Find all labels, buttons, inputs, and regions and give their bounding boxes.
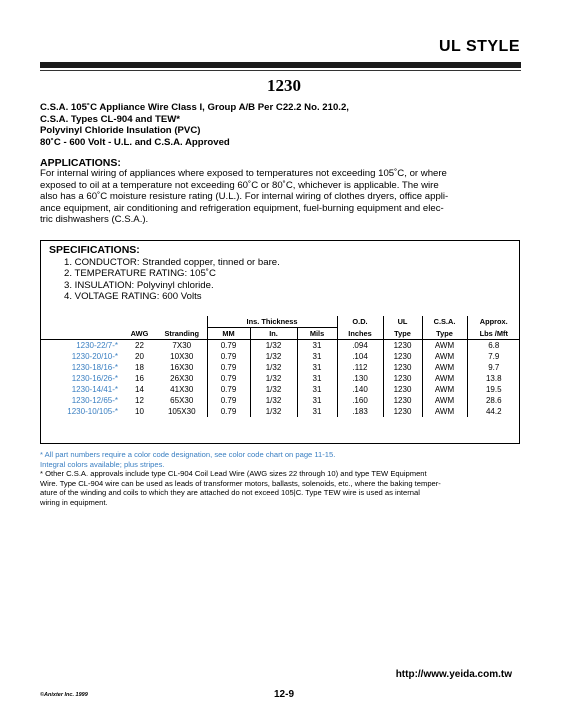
mm-cell: 0.79: [207, 362, 250, 373]
table-row: [40, 362, 520, 373]
in-cell: 1/32: [250, 384, 297, 395]
part-number-cell[interactable]: 1230-16/26-*: [71, 374, 118, 383]
applications-line: exposed to oil at a temperature not exceeding 60˚C or 80˚C, whichever is applicable. The wire: [40, 179, 439, 191]
color-code-note-text: * All part numbers require a color code designation, see color code chart on page: [40, 450, 315, 459]
mils-cell: 31: [297, 373, 337, 384]
table-body: [40, 340, 520, 418]
header-csa: C.S.A.: [422, 316, 467, 328]
mm-cell: 0.79: [207, 351, 250, 362]
table-row: [40, 395, 520, 406]
od-cell: .183: [337, 406, 383, 417]
table-row: [40, 351, 520, 362]
table-row: [40, 406, 520, 417]
stranding-cell: 65X30: [170, 396, 194, 405]
stranding-cell: 7X30: [172, 341, 192, 350]
in-cell: 1/32: [250, 406, 297, 417]
weight-cell: 13.8: [467, 373, 520, 384]
specifications-heading: SPECIFICATIONS:: [49, 244, 140, 256]
part-number-cell[interactable]: 1230-10/105-*: [67, 407, 118, 416]
spec-item: 3. INSULATION: Polyvinyl chloride.: [64, 279, 214, 291]
header-cell: [157, 316, 207, 328]
csa-type-cell: AWM: [422, 384, 467, 395]
weight-cell: 6.8: [467, 340, 520, 352]
header-csa-type: Type: [422, 328, 467, 340]
applications-line: For internal wiring of appliances where exposed to temperatures not exceeding 105˚C, or where: [40, 168, 447, 179]
table-row: [40, 373, 520, 384]
header-lbs-mft: Lbs /Mft: [467, 328, 520, 340]
applications-heading: APPLICATIONS:: [40, 157, 121, 169]
applications-line: also has a 60˚C moisture resisture rating (U.L.). For internal wiring of clothes dryers, office appli-: [40, 191, 449, 203]
table-row: [40, 384, 520, 395]
awg-cell: 10: [135, 407, 144, 416]
header-mm: MM: [207, 328, 250, 340]
csa-type-cell: AWM: [422, 340, 467, 352]
table-header-row: [40, 316, 520, 328]
style-number: 1230: [267, 76, 301, 95]
weight-cell: 7.9: [467, 351, 520, 362]
page-number: 12-9: [273, 689, 294, 700]
od-cell: .130: [337, 373, 383, 384]
header-stranding: Stranding: [157, 328, 207, 340]
od-cell: .160: [337, 395, 383, 406]
ul-type-cell: 1230: [383, 384, 422, 395]
csa-type-cell: AWM: [422, 373, 467, 384]
color-code-note-end: .: [333, 450, 336, 459]
in-cell: 1/32: [250, 362, 297, 373]
in-cell: 1/32: [250, 395, 297, 406]
mm-cell: 0.79: [207, 340, 250, 352]
mm-cell: 0.79: [207, 373, 250, 384]
od-cell: .094: [337, 340, 383, 352]
other-approvals-line: Wire. Type CL-904 wire can be used as leads of transformer motors, ballasts, solenoids, etc., where the baking temper-: [40, 478, 441, 488]
in-cell: 1/32: [250, 340, 297, 352]
awg-cell: 16: [135, 374, 144, 383]
applications-line: tric dishwashers (C.S.A.).: [40, 214, 149, 226]
specifications-list: [64, 257, 280, 303]
header-cell: [40, 328, 122, 340]
ul-type-cell: 1230: [383, 395, 422, 406]
description-line: 80˚C - 600 Volt - U.L. and C.S.A. Approved: [40, 136, 230, 148]
ul-type-cell: 1230: [383, 406, 422, 417]
csa-type-cell: AWM: [422, 395, 467, 406]
header-in: In.: [250, 328, 297, 340]
other-approvals-line: * Other C.S.A. approvals include type CL-904 Coil Lead Wire (AWG sizes 22 through 10) and type TEW Equipment: [40, 469, 427, 479]
csa-type-cell: AWM: [422, 362, 467, 373]
footer-copyright: ©Anixter Inc. 1999: [40, 692, 88, 698]
ul-type-cell: 1230: [383, 373, 422, 384]
part-number-cell[interactable]: 1230-20/10-*: [71, 352, 118, 361]
part-number-cell[interactable]: 1230-18/16-*: [71, 363, 118, 372]
footer-url[interactable]: http://www.yeida.com.tw: [395, 669, 512, 680]
mils-cell: 31: [297, 384, 337, 395]
ul-type-cell: 1230: [383, 351, 422, 362]
header-rule-thin: [40, 70, 521, 71]
awg-cell: 18: [135, 363, 144, 372]
csa-type-cell: AWM: [422, 351, 467, 362]
header-title: UL STYLE: [438, 38, 520, 55]
spec-item: 2. TEMPERATURE RATING: 105˚C: [64, 268, 216, 280]
description-line: C.S.A. Types CL-904 and TEW*: [40, 113, 181, 125]
mm-cell: 0.79: [207, 406, 250, 417]
mm-cell: 0.79: [207, 395, 250, 406]
od-cell: .104: [337, 351, 383, 362]
weight-cell: 19.5: [467, 384, 520, 395]
weight-cell: 28.6: [467, 395, 520, 406]
applications-text: [40, 168, 522, 226]
mils-cell: 31: [297, 395, 337, 406]
notes: [40, 450, 522, 508]
integral-colors-note: Integral colors available; plus stripes.: [40, 459, 165, 469]
other-approvals-line: ature of the winding and coils to which they are attached do not exceed 105|C. Type TEW wire is used as internal: [40, 488, 420, 498]
ul-type-cell: 1230: [383, 362, 422, 373]
awg-cell: 12: [135, 396, 144, 405]
csa-type-cell: AWM: [422, 406, 467, 417]
stranding-cell: 26X30: [170, 374, 194, 383]
spec-table: [40, 316, 520, 417]
stranding-cell: 10X30: [170, 352, 194, 361]
color-code-page-link[interactable]: 11-15: [314, 450, 334, 459]
description-line: C.S.A. 105˚C Appliance Wire Class I, Group A/B Per C22.2 No. 210.2,: [40, 102, 349, 113]
description-line: Polyvinyl Chloride Insulation (PVC): [40, 125, 201, 136]
description-block: [40, 102, 520, 148]
weight-cell: 44.2: [467, 406, 520, 417]
stranding-cell: 41X30: [170, 385, 194, 394]
part-number-cell[interactable]: 1230-22/7-*: [76, 341, 118, 350]
header-mils: Mils: [297, 328, 337, 340]
header-awg: AWG: [122, 328, 157, 340]
color-code-note: [40, 450, 522, 460]
header-od: O.D.: [337, 316, 383, 328]
mm-cell: 0.79: [207, 384, 250, 395]
in-cell: 1/32: [250, 351, 297, 362]
part-number-cell[interactable]: 1230-12/65-*: [71, 396, 118, 405]
spec-item: 1. CONDUCTOR: Stranded copper, tinned or bare.: [64, 257, 280, 268]
mils-cell: 31: [297, 406, 337, 417]
part-number-cell[interactable]: 1230-14/41-*: [71, 385, 118, 394]
spec-item: 4. VOLTAGE RATING: 600 Volts: [64, 291, 202, 303]
header-ins-thickness: Ins. Thickness: [207, 316, 337, 328]
awg-cell: 22: [135, 341, 144, 350]
header-inches: Inches: [337, 328, 383, 340]
weight-cell: 9.7: [467, 362, 520, 373]
in-cell: 1/32: [250, 373, 297, 384]
header-ul: UL: [383, 316, 422, 328]
other-approvals-line: wiring in equipment.: [40, 497, 108, 507]
od-cell: .140: [337, 384, 383, 395]
stranding-cell: 105X30: [167, 407, 196, 416]
header-ul-type: Type: [383, 328, 422, 340]
mils-cell: 31: [297, 362, 337, 373]
header-approx: Approx.: [467, 316, 520, 328]
table-row: [40, 340, 520, 352]
header-cell: [40, 316, 122, 328]
mils-cell: 31: [297, 351, 337, 362]
stranding-cell: 16X30: [170, 363, 194, 372]
header-rule: [40, 62, 521, 68]
ul-type-cell: 1230: [383, 340, 422, 352]
mils-cell: 31: [297, 340, 337, 352]
awg-cell: 20: [135, 352, 144, 361]
table-header-row: [40, 328, 520, 340]
od-cell: .112: [337, 362, 383, 373]
awg-cell: 14: [135, 385, 144, 394]
applications-line: ance equipment, air conditioning and refrigeration equipment, fuel-burning equipment and elec-: [40, 202, 444, 214]
header-cell: [122, 316, 157, 328]
